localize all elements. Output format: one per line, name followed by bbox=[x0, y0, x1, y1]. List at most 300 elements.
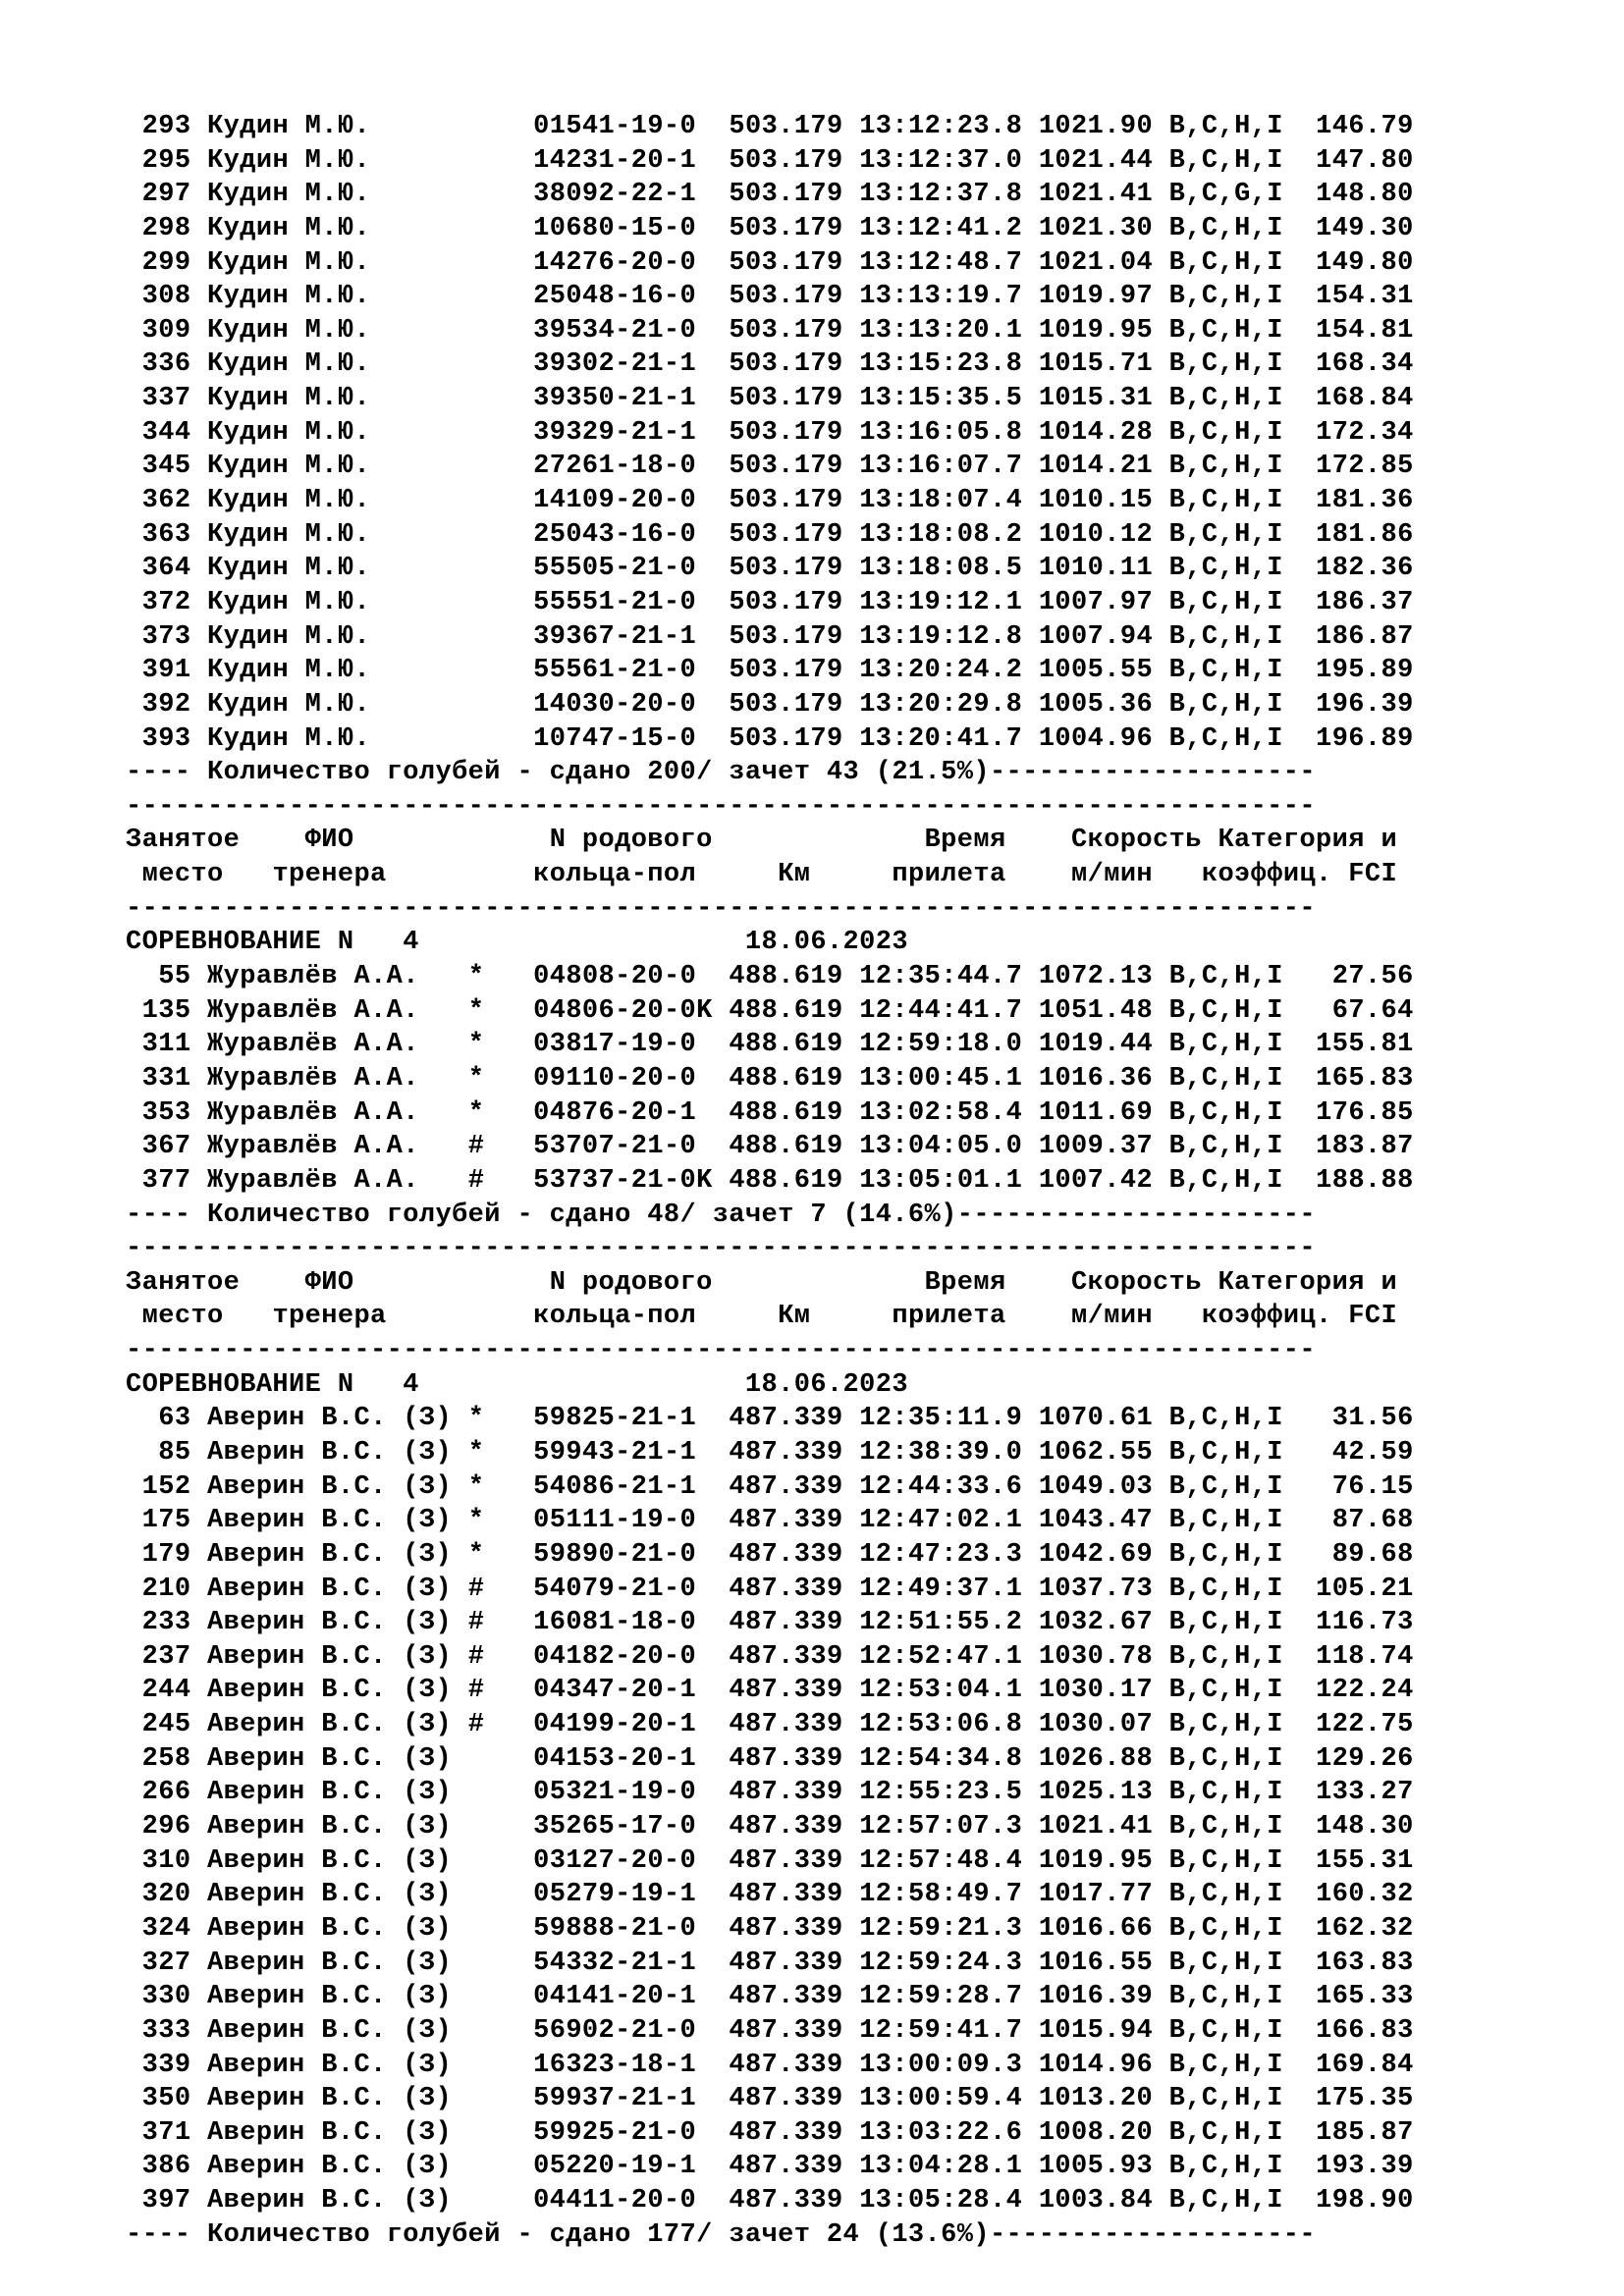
cell-place: 393 bbox=[141, 723, 191, 754]
cell-speed: 1021.41 bbox=[1038, 1812, 1154, 1842]
cell-speed: 1010.12 bbox=[1038, 519, 1154, 550]
table-row bbox=[126, 212, 1414, 246]
cell-ring: 54086-21-1 bbox=[533, 1471, 697, 1502]
cell-speed: 1030.07 bbox=[1038, 1710, 1154, 1740]
cell-time: 13:16:05.8 bbox=[859, 417, 1023, 448]
cell-speed: 1019.95 bbox=[1038, 315, 1154, 346]
cell-coef: 147.80 bbox=[1316, 145, 1414, 176]
cell-km: 503.179 bbox=[729, 486, 843, 516]
cell-name: Кудин М.Ю. bbox=[207, 384, 371, 414]
cell-name: Аверин В.С. (З) bbox=[207, 1710, 453, 1740]
cell-place: 377 bbox=[141, 1165, 191, 1196]
cell-km: 487.339 bbox=[729, 2117, 843, 2148]
cell-mark: * bbox=[467, 1030, 485, 1060]
table-row bbox=[126, 347, 1414, 382]
cell-place: 327 bbox=[141, 1948, 191, 1978]
cell-name: Аверин В.С. (З) bbox=[207, 1845, 453, 1876]
cell-cat: B,C,H,I bbox=[1168, 1641, 1283, 1672]
cell-name: Аверин В.С. (З) bbox=[207, 1982, 453, 2012]
cell-name: Аверин В.С. (З) bbox=[207, 1743, 453, 1774]
table-row bbox=[126, 994, 1414, 1029]
cell-mark: * bbox=[467, 995, 485, 1026]
cell-cat: B,C,H,I bbox=[1168, 315, 1283, 346]
cell-cat: B,C,H,I bbox=[1168, 1132, 1283, 1162]
cell-coef: 185.87 bbox=[1316, 2117, 1414, 2148]
cell-cat: B,C,H,I bbox=[1168, 1471, 1283, 1502]
cell-name: Журавлёв А.А. bbox=[207, 962, 419, 992]
cell-place: 345 bbox=[141, 452, 191, 482]
header-category: коэффиц. bbox=[1201, 1302, 1332, 1332]
cell-mark: * bbox=[467, 1539, 485, 1570]
cell-place: 244 bbox=[141, 1676, 191, 1706]
cell-ring: 54332-21-1 bbox=[533, 1948, 697, 1978]
cell-mark: * bbox=[467, 962, 485, 992]
cell-place: 337 bbox=[141, 384, 191, 414]
cell-time: 13:20:41.7 bbox=[859, 723, 1023, 754]
cell-place: 371 bbox=[141, 2117, 191, 2148]
table-row bbox=[126, 1470, 1414, 1505]
cell-km: 487.339 bbox=[729, 1743, 843, 1774]
cell-speed: 1070.61 bbox=[1038, 1404, 1154, 1434]
cell-coef: 155.31 bbox=[1316, 1845, 1414, 1876]
separator-line: ------------------------------------------------------------------------- bbox=[126, 1234, 1316, 1264]
cell-coef: 122.75 bbox=[1316, 1710, 1414, 1740]
cell-time: 13:05:28.4 bbox=[859, 2186, 1023, 2216]
cell-time: 12:35:44.7 bbox=[859, 962, 1023, 992]
cell-time: 13:18:08.2 bbox=[859, 519, 1023, 550]
cell-name: Кудин М.Ю. bbox=[207, 486, 371, 516]
cell-coef: 196.89 bbox=[1316, 723, 1414, 754]
cell-cat: B,C,H,I bbox=[1168, 2050, 1283, 2080]
cell-speed: 1017.77 bbox=[1038, 1880, 1154, 1910]
competition-date: 18.06.2023 bbox=[744, 928, 908, 958]
cell-time: 12:52:47.1 bbox=[859, 1641, 1023, 1672]
cell-time: 12:53:06.8 bbox=[859, 1710, 1023, 1740]
cell-coef: 42.59 bbox=[1331, 1437, 1414, 1468]
cell-speed: 1014.28 bbox=[1038, 417, 1154, 448]
cell-km: 503.179 bbox=[729, 417, 843, 448]
cell-time: 13:16:07.7 bbox=[859, 452, 1023, 482]
summary-text: Количество голубей - сдано 48/ зачет 7 (14.6%) bbox=[207, 1200, 957, 1230]
table-row bbox=[126, 1062, 1414, 1096]
cell-name: Кудин М.Ю. bbox=[207, 247, 371, 278]
cell-time: 13:15:35.5 bbox=[859, 384, 1023, 414]
cell-speed: 1042.69 bbox=[1038, 1539, 1154, 1570]
header-km: Км bbox=[778, 1302, 811, 1332]
cell-km: 487.339 bbox=[729, 1676, 843, 1706]
competition-label: СОРЕВНОВАНИЕ N bbox=[126, 1369, 354, 1400]
cell-cat: B,C,H,I bbox=[1168, 621, 1283, 652]
cell-time: 13:00:59.4 bbox=[859, 2084, 1023, 2114]
table-row bbox=[126, 654, 1414, 688]
cell-place: 152 bbox=[141, 1471, 191, 1502]
cell-km: 487.339 bbox=[729, 1880, 843, 1910]
cell-place: 309 bbox=[141, 315, 191, 346]
cell-km: 487.339 bbox=[729, 2084, 843, 2114]
cell-place: 339 bbox=[141, 2050, 191, 2080]
table-row bbox=[126, 1164, 1414, 1199]
cell-place: 298 bbox=[141, 213, 191, 243]
cell-ring: 04182-20-0 bbox=[533, 1641, 697, 1672]
cell-place: 237 bbox=[141, 1641, 191, 1672]
cell-speed: 1049.03 bbox=[1038, 1471, 1154, 1502]
cell-cat: B,C,H,I bbox=[1168, 145, 1283, 176]
header-place: Занятое bbox=[126, 826, 241, 856]
cell-place: 344 bbox=[141, 417, 191, 448]
cell-cat: B,C,H,I bbox=[1168, 2084, 1283, 2114]
table-row bbox=[126, 1028, 1414, 1062]
cell-cat: B,C,H,I bbox=[1168, 1676, 1283, 1706]
table-row bbox=[126, 2082, 1414, 2116]
cell-cat: B,C,H,I bbox=[1168, 1063, 1283, 1094]
cell-place: 311 bbox=[141, 1030, 191, 1060]
table-row bbox=[126, 960, 1414, 994]
cell-mark: # bbox=[467, 1165, 485, 1196]
cell-speed: 1005.36 bbox=[1038, 689, 1154, 720]
cell-coef: 168.34 bbox=[1316, 349, 1414, 380]
cell-km: 488.619 bbox=[729, 1132, 843, 1162]
cell-speed: 1010.11 bbox=[1038, 554, 1154, 584]
table-row bbox=[126, 2184, 1414, 2218]
cell-cat: B,C,H,I bbox=[1168, 1030, 1283, 1060]
cell-cat: B,C,H,I bbox=[1168, 247, 1283, 278]
cell-speed: 1007.97 bbox=[1038, 587, 1154, 617]
result-block bbox=[126, 1232, 1414, 2252]
cell-speed: 1016.36 bbox=[1038, 1063, 1154, 1094]
cell-speed: 1019.44 bbox=[1038, 1030, 1154, 1060]
cell-place: 372 bbox=[141, 587, 191, 617]
cell-cat: B,C,H,I bbox=[1168, 554, 1283, 584]
cell-place: 295 bbox=[141, 145, 191, 176]
cell-name: Аверин В.С. (З) bbox=[207, 1539, 453, 1570]
cell-mark: # bbox=[467, 1710, 485, 1740]
cell-km: 487.339 bbox=[729, 2050, 843, 2080]
cell-place: 330 bbox=[141, 1982, 191, 2012]
cell-time: 12:54:34.8 bbox=[859, 1743, 1023, 1774]
cell-time: 13:15:23.8 bbox=[859, 349, 1023, 380]
cell-ring: 39534-21-0 bbox=[533, 315, 697, 346]
table-row bbox=[126, 1674, 1414, 1708]
cell-km: 487.339 bbox=[729, 1506, 843, 1536]
cell-coef: 175.35 bbox=[1316, 2084, 1414, 2114]
competition-number: 4 bbox=[403, 1369, 419, 1400]
cell-name: Журавлёв А.А. bbox=[207, 1097, 419, 1128]
competition-number: 4 bbox=[403, 928, 419, 958]
cell-km: 503.179 bbox=[729, 145, 843, 176]
cell-ring: 39367-21-1 bbox=[533, 621, 697, 652]
cell-time: 12:35:11.9 bbox=[859, 1404, 1023, 1434]
cell-coef: 182.36 bbox=[1316, 554, 1414, 584]
cell-time: 13:05:01.1 bbox=[859, 1165, 1023, 1196]
header-speed: м/мин bbox=[1071, 1302, 1154, 1332]
cell-place: 324 bbox=[141, 1913, 191, 1944]
cell-km: 487.339 bbox=[729, 1641, 843, 1672]
cell-time: 12:59:21.3 bbox=[859, 1913, 1023, 1944]
cell-speed: 1009.37 bbox=[1038, 1132, 1154, 1162]
table-row bbox=[126, 722, 1414, 757]
cell-speed: 1019.97 bbox=[1038, 282, 1154, 312]
cell-ring: 04806-20-0K bbox=[533, 995, 713, 1026]
cell-name: Аверин В.С. (З) bbox=[207, 1574, 453, 1604]
table-row bbox=[126, 1436, 1414, 1470]
cell-cat: B,C,H,I bbox=[1168, 1506, 1283, 1536]
cell-km: 503.179 bbox=[729, 519, 843, 550]
cell-name: Кудин М.Ю. bbox=[207, 689, 371, 720]
header-category: Категория и bbox=[1218, 826, 1398, 856]
cell-ring: 05279-19-1 bbox=[533, 1880, 697, 1910]
cell-speed: 1016.39 bbox=[1038, 1982, 1154, 2012]
cell-name: Журавлёв А.А. bbox=[207, 1030, 419, 1060]
header-name: тренера bbox=[272, 1302, 387, 1332]
cell-ring: 09110-20-0 bbox=[533, 1063, 697, 1094]
cell-speed: 1072.13 bbox=[1038, 962, 1154, 992]
header-ring: N родового bbox=[549, 1267, 713, 1298]
header-place: место bbox=[141, 860, 224, 890]
cell-ring: 59890-21-0 bbox=[533, 1539, 697, 1570]
cell-name: Аверин В.С. (З) bbox=[207, 1948, 453, 1978]
cell-coef: 162.32 bbox=[1316, 1913, 1414, 1944]
cell-name: Аверин В.С. (З) bbox=[207, 2015, 453, 2046]
cell-cat: B,C,H,I bbox=[1168, 417, 1283, 448]
cell-name: Аверин В.С. (З) bbox=[207, 1880, 453, 1910]
cell-coef: 27.56 bbox=[1331, 962, 1414, 992]
cell-speed: 1003.84 bbox=[1038, 2186, 1154, 2216]
table-row bbox=[126, 552, 1414, 586]
cell-cat: B,C,H,I bbox=[1168, 1948, 1283, 1978]
cell-speed: 1051.48 bbox=[1038, 995, 1154, 1026]
cell-cat: B,C,H,I bbox=[1168, 1778, 1283, 1808]
cell-ring: 59925-21-0 bbox=[533, 2117, 697, 2148]
cell-mark: # bbox=[467, 1608, 485, 1638]
table-row bbox=[126, 246, 1414, 281]
header-ring: кольца-пол bbox=[533, 1302, 697, 1332]
table-row bbox=[126, 1130, 1414, 1164]
header-time: Время bbox=[924, 826, 1006, 856]
cell-name: Аверин В.С. (З) bbox=[207, 1608, 453, 1638]
table-row bbox=[126, 1538, 1414, 1573]
cell-km: 487.339 bbox=[729, 1913, 843, 1944]
table-row bbox=[126, 280, 1414, 314]
cell-ring: 04347-20-1 bbox=[533, 1676, 697, 1706]
cell-ring: 59825-21-1 bbox=[533, 1404, 697, 1434]
cell-coef: 118.74 bbox=[1316, 1641, 1414, 1672]
cell-ring: 04808-20-0 bbox=[533, 962, 697, 992]
cell-cat: B,C,H,I bbox=[1168, 2015, 1283, 2046]
cell-km: 487.339 bbox=[729, 1982, 843, 2012]
cell-km: 503.179 bbox=[729, 213, 843, 243]
cell-name: Аверин В.С. (З) bbox=[207, 1778, 453, 1808]
cell-place: 135 bbox=[141, 995, 191, 1026]
cell-time: 13:19:12.8 bbox=[859, 621, 1023, 652]
cell-coef: 165.83 bbox=[1316, 1063, 1414, 1094]
cell-cat: B,C,H,I bbox=[1168, 689, 1283, 720]
table-row bbox=[126, 1402, 1414, 1436]
cell-speed: 1043.47 bbox=[1038, 1506, 1154, 1536]
header-category: Категория и bbox=[1218, 1267, 1398, 1298]
table-row bbox=[126, 2116, 1414, 2151]
cell-coef: 183.87 bbox=[1316, 1132, 1414, 1162]
cell-km: 487.339 bbox=[729, 1471, 843, 1502]
cell-time: 13:04:05.0 bbox=[859, 1132, 1023, 1162]
table-row bbox=[126, 1504, 1414, 1538]
cell-ring: 04153-20-1 bbox=[533, 1743, 697, 1774]
cell-ring: 39302-21-1 bbox=[533, 349, 697, 380]
cell-place: 299 bbox=[141, 247, 191, 278]
cell-speed: 1019.95 bbox=[1038, 1845, 1154, 1876]
cell-cat: B,C,H,I bbox=[1168, 587, 1283, 617]
cell-km: 487.339 bbox=[729, 1778, 843, 1808]
cell-km: 503.179 bbox=[729, 112, 843, 141]
cell-speed: 1021.30 bbox=[1038, 213, 1154, 243]
cell-coef: 87.68 bbox=[1331, 1506, 1414, 1536]
cell-place: 293 bbox=[141, 112, 191, 141]
cell-km: 503.179 bbox=[729, 587, 843, 617]
header-time: прилета bbox=[892, 860, 1006, 890]
table-row bbox=[126, 382, 1414, 416]
cell-name: Кудин М.Ю. bbox=[207, 349, 371, 380]
cell-coef: 165.33 bbox=[1316, 1982, 1414, 2012]
cell-name: Аверин В.С. (З) bbox=[207, 2117, 453, 2148]
cell-name: Аверин В.С. (З) bbox=[207, 1404, 453, 1434]
cell-coef: 186.87 bbox=[1316, 621, 1414, 652]
cell-time: 12:58:49.7 bbox=[859, 1880, 1023, 1910]
cell-speed: 1005.55 bbox=[1038, 656, 1154, 686]
cell-time: 13:12:37.8 bbox=[859, 180, 1023, 210]
cell-km: 487.339 bbox=[729, 1948, 843, 1978]
cell-ring: 38092-22-1 bbox=[533, 180, 697, 210]
cell-mark: # bbox=[467, 1676, 485, 1706]
cell-time: 13:19:12.1 bbox=[859, 587, 1023, 617]
cell-speed: 1025.13 bbox=[1038, 1778, 1154, 1808]
cell-time: 12:51:55.2 bbox=[859, 1608, 1023, 1638]
cell-place: 85 bbox=[158, 1437, 191, 1468]
cell-cat: B,C,G,I bbox=[1168, 180, 1283, 210]
cell-place: 258 bbox=[141, 1743, 191, 1774]
cell-coef: 154.31 bbox=[1316, 282, 1414, 312]
cell-place: 296 bbox=[141, 1812, 191, 1842]
cell-mark: # bbox=[467, 1574, 485, 1604]
cell-coef: 163.83 bbox=[1316, 1948, 1414, 1978]
header-speed: Скорость bbox=[1071, 826, 1202, 856]
cell-cat: B,C,H,I bbox=[1168, 282, 1283, 312]
cell-name: Аверин В.С. (З) bbox=[207, 1437, 453, 1468]
cell-cat: B,C,H,I bbox=[1168, 112, 1283, 141]
cell-cat: B,C,H,I bbox=[1168, 1913, 1283, 1944]
cell-km: 487.339 bbox=[729, 1710, 843, 1740]
cell-cat: B,C,H,I bbox=[1168, 1437, 1283, 1468]
cell-coef: 116.73 bbox=[1316, 1608, 1414, 1638]
header-place: Занятое bbox=[126, 1267, 241, 1298]
header-km: Км bbox=[778, 860, 811, 890]
cell-cat: B,C,H,I bbox=[1168, 1710, 1283, 1740]
cell-ring: 04141-20-1 bbox=[533, 1982, 697, 2012]
cell-time: 13:02:58.4 bbox=[859, 1097, 1023, 1128]
cell-km: 487.339 bbox=[729, 1812, 843, 1842]
cell-name: Кудин М.Ю. bbox=[207, 417, 371, 448]
cell-name: Аверин В.С. (З) bbox=[207, 1812, 453, 1842]
cell-time: 13:12:48.7 bbox=[859, 247, 1023, 278]
cell-cat: B,C,H,I bbox=[1168, 1982, 1283, 2012]
table-row bbox=[126, 1844, 1414, 1879]
cell-ring: 16323-18-1 bbox=[533, 2050, 697, 2080]
separator-line: ------------------------------------------------------------------------- bbox=[126, 1336, 1316, 1366]
table-row bbox=[126, 1606, 1414, 1640]
cell-place: 297 bbox=[141, 180, 191, 210]
header-fci: FCI bbox=[1348, 860, 1398, 890]
cell-name: Аверин В.С. (З) bbox=[207, 2050, 453, 2080]
cell-time: 13:12:41.2 bbox=[859, 213, 1023, 243]
cell-speed: 1016.66 bbox=[1038, 1913, 1154, 1944]
cell-name: Кудин М.Ю. bbox=[207, 621, 371, 652]
cell-time: 13:00:09.3 bbox=[859, 2050, 1023, 2080]
cell-coef: 181.86 bbox=[1316, 519, 1414, 550]
cell-km: 503.179 bbox=[729, 656, 843, 686]
cell-place: 233 bbox=[141, 1608, 191, 1638]
cell-km: 488.619 bbox=[729, 962, 843, 992]
cell-ring: 56902-21-0 bbox=[533, 2015, 697, 2046]
cell-speed: 1008.20 bbox=[1038, 2117, 1154, 2148]
cell-name: Аверин В.С. (З) bbox=[207, 1641, 453, 1672]
cell-km: 487.339 bbox=[729, 1845, 843, 1876]
cell-time: 12:53:04.1 bbox=[859, 1676, 1023, 1706]
cell-time: 13:03:22.6 bbox=[859, 2117, 1023, 2148]
cell-time: 13:18:07.4 bbox=[859, 486, 1023, 516]
cell-coef: 148.30 bbox=[1316, 1812, 1414, 1842]
cell-time: 12:44:33.6 bbox=[859, 1471, 1023, 1502]
cell-name: Аверин В.С. (З) bbox=[207, 1676, 453, 1706]
cell-cat: B,C,H,I bbox=[1168, 2186, 1283, 2216]
cell-place: 175 bbox=[141, 1506, 191, 1536]
cell-ring: 14276-20-0 bbox=[533, 247, 697, 278]
cell-ring: 59943-21-1 bbox=[533, 1437, 697, 1468]
cell-place: 333 bbox=[141, 2015, 191, 2046]
cell-km: 503.179 bbox=[729, 247, 843, 278]
cell-km: 487.339 bbox=[729, 1404, 843, 1434]
cell-place: 331 bbox=[141, 1063, 191, 1094]
cell-name: Журавлёв А.А. bbox=[207, 1165, 419, 1196]
cell-speed: 1015.31 bbox=[1038, 384, 1154, 414]
cell-speed: 1004.96 bbox=[1038, 723, 1154, 754]
table-row bbox=[126, 620, 1414, 655]
cell-place: 350 bbox=[141, 2084, 191, 2114]
table-row bbox=[126, 484, 1414, 518]
cell-name: Аверин В.С. (З) bbox=[207, 2084, 453, 2114]
cell-ring: 16081-18-0 bbox=[533, 1608, 697, 1638]
header-category: коэффиц. bbox=[1201, 860, 1332, 890]
cell-coef: 188.88 bbox=[1316, 1165, 1414, 1196]
header-place: место bbox=[141, 1302, 224, 1332]
table-row bbox=[126, 314, 1414, 348]
cell-mark: * bbox=[467, 1471, 485, 1502]
cell-km: 488.619 bbox=[729, 995, 843, 1026]
results-document bbox=[126, 110, 1414, 2252]
cell-ring: 55505-21-0 bbox=[533, 554, 697, 584]
cell-coef: 172.85 bbox=[1316, 452, 1414, 482]
cell-place: 210 bbox=[141, 1574, 191, 1604]
cell-coef: 155.81 bbox=[1316, 1030, 1414, 1060]
cell-coef: 198.90 bbox=[1316, 2186, 1414, 2216]
cell-km: 487.339 bbox=[729, 1574, 843, 1604]
cell-ring: 59888-21-0 bbox=[533, 1913, 697, 1944]
table-row bbox=[126, 416, 1414, 451]
cell-km: 503.179 bbox=[729, 315, 843, 346]
column-header-line-2 bbox=[126, 858, 1414, 892]
cell-coef: 181.36 bbox=[1316, 486, 1414, 516]
summary-line: ---- Количество голубей - сдано 48/ зачет 7 (14.6%)---------------------- bbox=[126, 1200, 1317, 1230]
cell-km: 488.619 bbox=[729, 1097, 843, 1128]
cell-coef: 89.68 bbox=[1331, 1539, 1414, 1570]
cell-ring: 53707-21-0 bbox=[533, 1132, 697, 1162]
